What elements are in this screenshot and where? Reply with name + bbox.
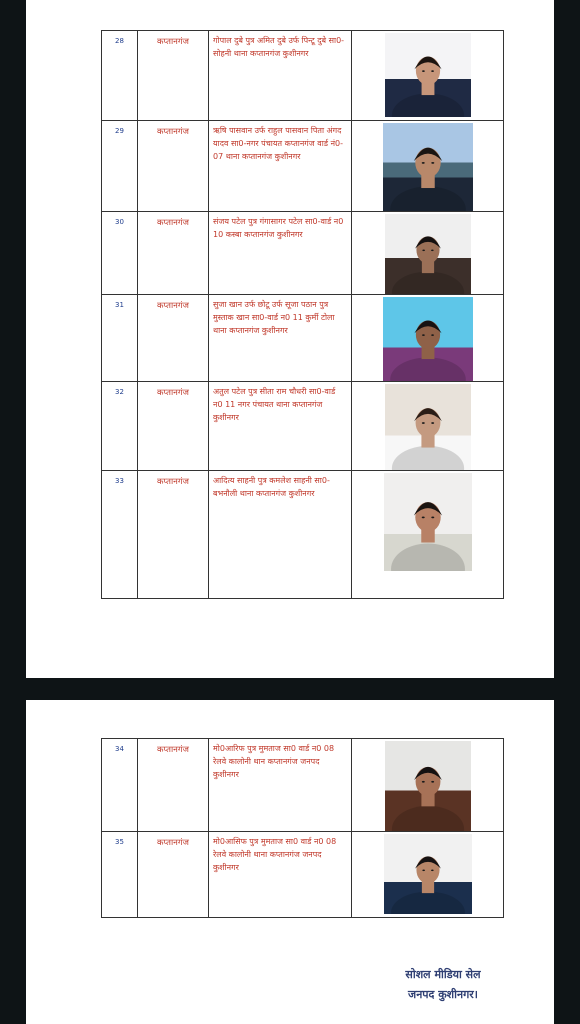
accused-details: सुजा खान उर्फ छोटू उर्फ सूजा पठान पुत्र मुस्ताक खान सा0-वार्ड न0 11 कुर्मी टोला थाना कप्तानगंज कुशीनगर — [209, 295, 352, 382]
police-station: कप्तानगंज — [138, 212, 209, 295]
table-row — [102, 121, 504, 212]
accused-photo — [385, 384, 471, 470]
table-row — [102, 739, 504, 832]
accused-photo — [383, 297, 473, 381]
photo-cell — [352, 832, 504, 918]
serial-number: 30 — [102, 212, 138, 295]
accused-photo — [384, 473, 472, 571]
table-row — [102, 832, 504, 918]
accused-details: ऋषि पासवान उर्फ राहुल पासवान पिता अंगद यादव सा0-नगर पंचायत कप्तानगंज वार्ड नं0-07 थाना कप्तानगंज कुशीनगर — [209, 121, 352, 212]
document-page-2 — [26, 700, 554, 1024]
accused-photo — [385, 33, 471, 117]
accused-photo — [385, 214, 471, 294]
accused-details: आदित्य साहनी पुत्र कमलेश साहनी सा0-बभनौली थाना कप्तानगंज कुशीनगर — [209, 471, 352, 599]
person-silhouette-icon — [385, 214, 471, 294]
accused-details: मो0आरिफ पुत्र मुमताज सा0 वार्ड न0 08 रेलवे कालोनी थान कप्तानगंज जनपद कुशीनगर — [209, 739, 352, 832]
photo-cell — [352, 121, 504, 212]
table-row — [102, 31, 504, 121]
serial-number: 34 — [102, 739, 138, 832]
accused-details: अतुल पटेल पुत्र सीता राम चौधरी सा0-वार्ड न0 11 नगर पंचायत थाना कप्तानगंज कुशीनगर — [209, 382, 352, 471]
person-silhouette-icon — [385, 33, 471, 117]
person-silhouette-icon — [384, 473, 472, 571]
person-silhouette-icon — [383, 123, 473, 211]
police-station: कप्तानगंज — [138, 121, 209, 212]
person-silhouette-icon — [384, 834, 472, 914]
police-station: कप्तानगंज — [138, 832, 209, 918]
photo-cell — [352, 212, 504, 295]
serial-number: 33 — [102, 471, 138, 599]
accused-table-page-1 — [101, 30, 504, 599]
person-silhouette-icon — [385, 741, 471, 831]
police-station: कप्तानगंज — [138, 31, 209, 121]
document-page-1 — [26, 0, 554, 678]
photo-cell — [352, 295, 504, 382]
serial-number: 31 — [102, 295, 138, 382]
accused-photo — [384, 834, 472, 914]
photo-cell — [352, 739, 504, 832]
serial-number: 29 — [102, 121, 138, 212]
police-station: कप्तानगंज — [138, 739, 209, 832]
signature-line-2: जनपद कुशीनगर। — [408, 988, 478, 1001]
police-station: कप्तानगंज — [138, 295, 209, 382]
table-row — [102, 295, 504, 382]
photo-cell — [352, 31, 504, 121]
accused-photo — [383, 123, 473, 211]
police-station: कप्तानगंज — [138, 382, 209, 471]
accused-details: संजय पटेल पुत्र गंगासागर पटेल सा0-वार्ड न0 10 कस्बा कप्तानगंज कुशीनगर — [209, 212, 352, 295]
table-row — [102, 212, 504, 295]
photo-cell — [352, 382, 504, 471]
table-row — [102, 471, 504, 599]
accused-photo — [385, 741, 471, 831]
accused-table-page-2 — [101, 738, 504, 918]
accused-details: गोपाल दुबे पुत्र अमित दुबे उर्फ पिन्टू दुबे सा0-सोहनी थाना कप्तानगंज कुशीनगर — [209, 31, 352, 121]
accused-details: मो0आसिफ पुत्र मुमताज सा0 वार्ड न0 08 रेलवे कालोनी थाना कप्तानगंज जनपद कुशीनगर — [209, 832, 352, 918]
police-station: कप्तानगंज — [138, 471, 209, 599]
person-silhouette-icon — [383, 297, 473, 381]
signature-block — [378, 965, 508, 1005]
photo-cell — [352, 471, 504, 599]
person-silhouette-icon — [385, 384, 471, 470]
signature-line-1: सोशल मीडिया सेल — [405, 968, 481, 981]
serial-number: 28 — [102, 31, 138, 121]
serial-number: 32 — [102, 382, 138, 471]
serial-number: 35 — [102, 832, 138, 918]
table-row — [102, 382, 504, 471]
